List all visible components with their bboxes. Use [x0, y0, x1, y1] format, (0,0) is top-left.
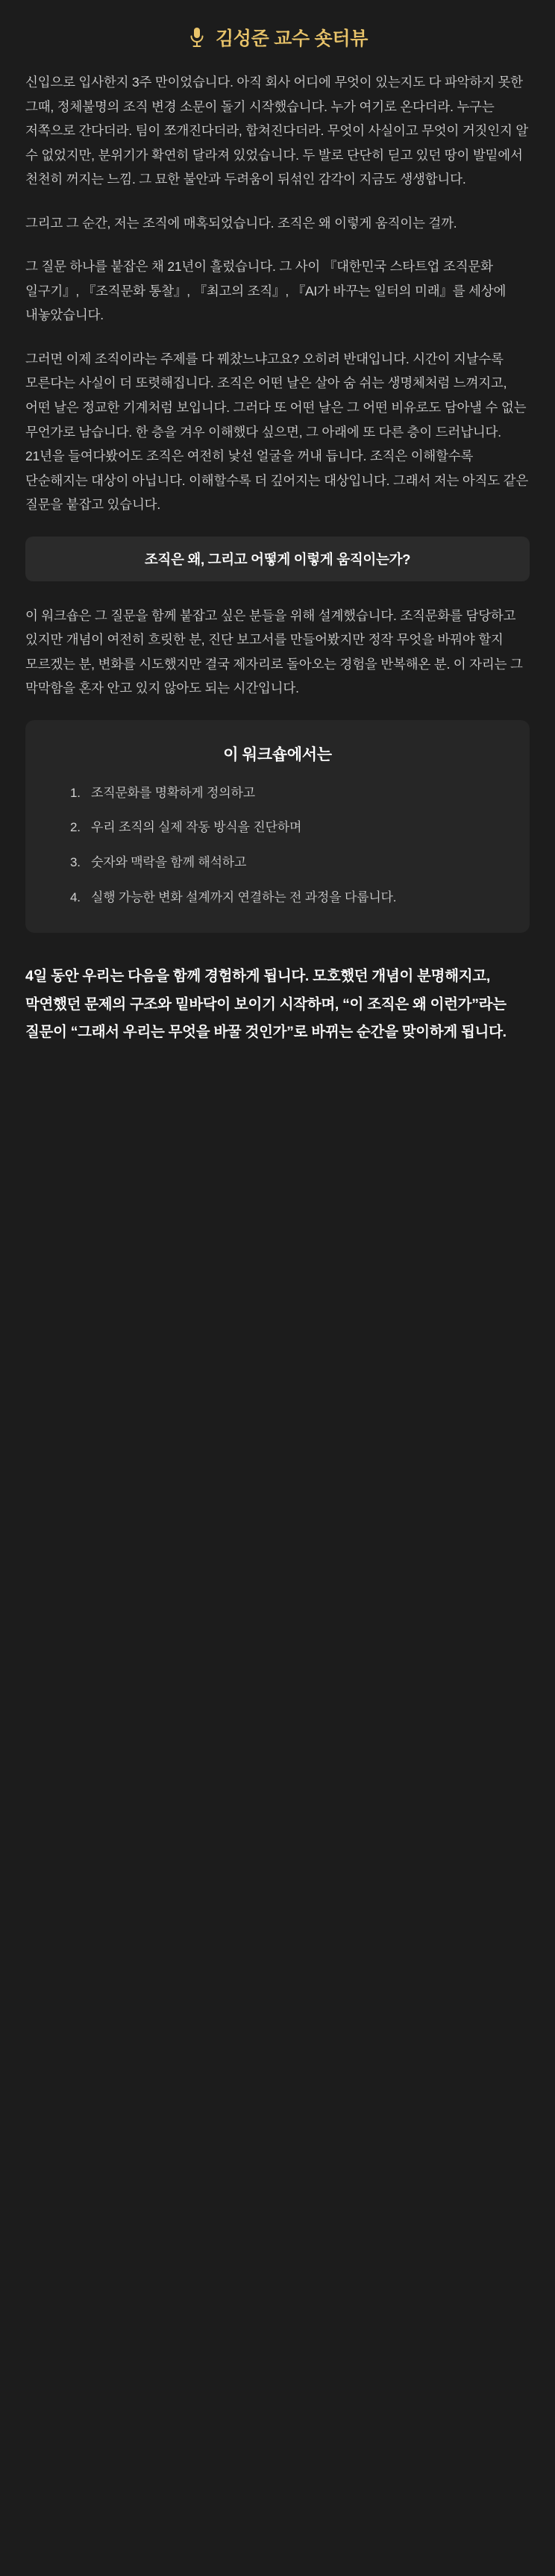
- microphone-icon: [187, 25, 207, 50]
- article-header: [25, 16, 530, 70]
- workshop-card: [25, 720, 530, 933]
- list-item: 숫자와 맥락을 함께 해석하고: [91, 855, 247, 869]
- workshop-item-list: [51, 783, 504, 907]
- list-item: 조직문화를 명확하게 정의하고: [91, 785, 255, 800]
- pull-quote-text: 조직은 왜, 그리고 어떻게 이렇게 움직이는가?: [144, 551, 411, 567]
- paragraph-3: 그 질문 하나를 붙잡은 채 21년이 흘렀습니다. 그 사이 『대한민국 스타트업 조직문화 일구기』, 『조직문화 통찰』, 『최고의 조직』, 『AI가 바꾸는 일터의 미래』를 세상에 내놓았습니다.: [25, 259, 507, 323]
- paragraph-2: 그리고 그 순간, 저는 조직에 매혹되었습니다. 조직은 왜 이렇게 움직이는 걸까.: [25, 215, 457, 231]
- paragraph-after-quote: 이 워크숍은 그 질문을 함께 붙잡고 싶은 분들을 위해 설계했습니다. 조직문화를 담당하고 있지만 개념이 여전히 흐릿한 분, 진단 보고서를 만들어봤지만 정작 무엇을 바꿔야 할지 모르겠는 분, 변화를 시도했지만 결국 제자리로 돌아오는 경험을 반복해온 분. 이 자리는 그 막막함을 혼자 안고 있지 않아도 되는 시간입니다.: [25, 607, 523, 696]
- workshop-card-title: 이 워크숍에서는: [223, 745, 332, 763]
- list-item: 실행 가능한 변화 설계까지 연결하는 전 과정을 다룹니다.: [91, 890, 397, 904]
- pull-quote-box: [25, 537, 530, 581]
- closing-statement: 4일 동안 우리는 다음을 함께 경험하게 됩니다. 모호했던 개념이 분명해지고, 막연했던 문제의 구조와 밑바닥이 보이기 시작하며, “이 조직은 왜 이런가”라는 질문이 “그래서 우리는 무엇을 바꿀 것인가”로 바뀌는 순간을 맞이하게 됩니다.: [25, 968, 507, 1040]
- paragraph-1: 신입으로 입사한지 3주 만이었습니다. 아직 회사 어디에 무엇이 있는지도 다 파악하지 못한 그때, 정체불명의 조직 변경 소문이 돌기 시작했습니다. 누가 여기로 온다더라. 누구는 저쪽으로 간다더라. 팀이 쪼개진다더라, 합쳐진다더라. 무엇이 사실이고 무엇이 거짓인지 알 수 없었지만, 분위기가 확연히 달라져 있었습니다. 두 발로 단단히 딛고 있던 땅이 발밑에서 천천히 꺼지는 느낌. 그 묘한 불안과 두려움이 뒤섞인 감각이 지금도 생생합니다.: [25, 75, 529, 187]
- page-title: 김성준 교수 숏터뷰: [215, 28, 369, 49]
- article-page: [0, 0, 555, 1091]
- paragraph-4: 그러면 이제 조직이라는 주제를 다 꿰찼느냐고요? 오히려 반대입니다. 시간이 지날수록 모른다는 사실이 더 또렷해집니다. 조직은 어떤 날은 살아 숨 쉬는 생명체처럼 느껴지고, 어떤 날은 정교한 기계처럼 보입니다. 그러다 또 어떤 날은 그 어떤 비유로도 담아낼 수 없는 무언가로 남습니다. 한 층을 겨우 이해했다 싶으면, 그 아래에 또 다른 층이 드러납니다. 21년을 들여다봤어도 조직은 여전히 낯선 얼굴을 꺼내 듭니다. 조직은 이해할수록 단순해지는 대상이 아닙니다. 이해할수록 더 깊어지는 대상입니다. 그래서 저는 아직도 같은 질문을 붙잡고 있습니다.: [25, 351, 529, 513]
- list-item: 우리 조직의 실제 작동 방식을 진단하며: [91, 820, 302, 835]
